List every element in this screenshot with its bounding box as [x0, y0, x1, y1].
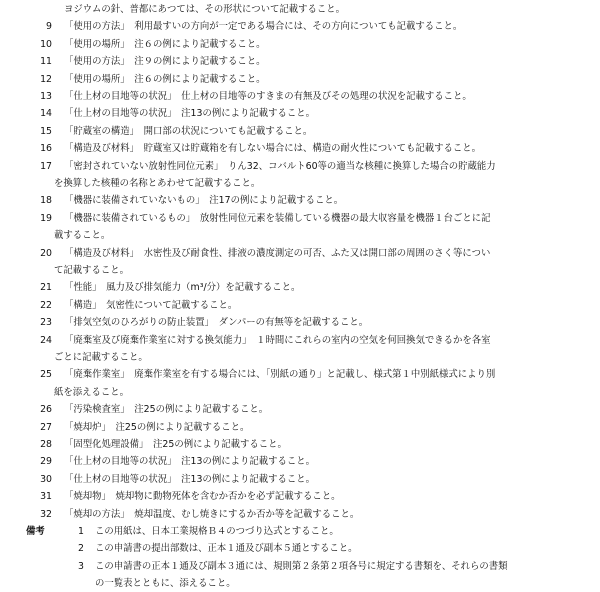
note-text: 「廃棄作業室」 廃棄作業室を有する場合には、「別紙の通り」と記載し、様式第１中別紙様式により別 — [64, 369, 496, 381]
note-number: 11 — [40, 56, 52, 68]
note-number: 27 — [40, 421, 52, 433]
remark-item — [0, 540, 600, 557]
note-item — [0, 297, 600, 314]
note-text: 「構造」 気密性について記載すること。 — [64, 299, 238, 311]
remark-number: 3 — [78, 560, 84, 572]
note-continuation-text: 載すること。 — [54, 230, 111, 242]
note-text: 「密封されていない放射性同位元素」 りん32、コバルト60等の適当な核種に換算した場合の貯蔵能力 — [64, 160, 496, 172]
note-text: 「使用の方法」 利用最すいの方向が一定である場合には、その方向についても記載すること。 — [64, 21, 463, 33]
note-number: 21 — [40, 282, 52, 294]
note-text: 「廃棄室及び廃棄作業室に対する換気能力」 １時間にこれらの室内の空気を何回換気できるかを各室 — [64, 334, 491, 346]
note-item-continuation — [0, 175, 600, 192]
note-number: 19 — [40, 212, 52, 224]
note-text: 「構造及び材料」 水密性及び耐食性、排液の濃度測定の可否、ふた又は開口部の周囲のさく等につい — [64, 247, 491, 259]
note-item — [0, 488, 600, 505]
note-item — [0, 210, 600, 227]
note-text: 「機器に装備されていないもの」 注17の例により記載すること。 — [64, 195, 344, 207]
note-text: 「汚染検査室」 注25の例により記載すること。 — [64, 404, 269, 416]
remark-number: 1 — [78, 526, 84, 537]
note-item — [0, 71, 600, 88]
remark-item — [0, 523, 600, 540]
note-text: 「焼却物」 焼却物に動物死体を含むか否かを必ず記載すること。 — [64, 491, 341, 503]
note-item — [0, 158, 600, 175]
note-text: 「使用の場所」 注６の例により記載すること。 — [64, 38, 266, 50]
note-number: 16 — [40, 143, 52, 155]
note-number: 15 — [40, 125, 52, 137]
note-number: 24 — [40, 334, 52, 346]
note-item — [0, 419, 600, 436]
note-item — [0, 53, 600, 70]
note-number: 20 — [40, 247, 52, 259]
remark-item — [0, 558, 600, 575]
note-number: 14 — [40, 108, 52, 120]
note-continuation-text: を換算した核種の名称とあわせて記載すること。 — [54, 178, 261, 189]
note-item — [0, 123, 600, 140]
note-number: 13 — [40, 91, 52, 102]
remark-item-continuation — [0, 575, 600, 592]
note-item-continuation — [0, 227, 600, 244]
note-text: 「仕上材の目地等の状況」 注13の例により記載すること。 — [64, 473, 315, 485]
note-item — [0, 314, 600, 331]
note-item-continuation — [0, 384, 600, 401]
note-text: 「使用の方法」 注９の例により記載すること。 — [64, 56, 266, 68]
note-number: 30 — [40, 473, 52, 485]
note-number: 32 — [40, 508, 52, 520]
note-text: 「固型化処理設備」 注25の例により記載すること。 — [64, 439, 287, 450]
note-text: 「貯蔵室の構造」 開口部の状況についても記載すること。 — [64, 125, 313, 137]
note-text: 「仕上材の目地等の状況」 注13の例により記載すること。 — [64, 456, 315, 468]
note-text: 「焼却炉」 注25の例により記載すること。 — [64, 421, 250, 433]
note-item-continuation — [0, 262, 600, 279]
note-item — [0, 471, 600, 488]
note-text: 「焼却の方法」 焼却温度、むし焼きにするか否か等を記載すること。 — [64, 508, 360, 520]
note-number: 10 — [40, 38, 52, 50]
note-number: 17 — [40, 160, 52, 172]
note-number: 31 — [40, 491, 52, 503]
note-number: 25 — [40, 369, 52, 381]
note-number: 18 — [40, 195, 52, 207]
remark-text: この用紙は、日本工業規格Ｂ４のつづり込式とすること。 — [95, 526, 339, 537]
remarks-label: 備考 — [26, 526, 45, 537]
note-number: 22 — [40, 299, 52, 311]
intro-line — [0, 1, 600, 18]
note-number: 9 — [46, 21, 52, 33]
remark-text: この申請書の正本１通及び副本３通には、規則第２条第２項各号に規定する書類を、それらの書類 — [95, 560, 508, 572]
note-text: 「機器に装備されているもの」 放射性同位元素を装備している機器の最大収容量を機器１台ごとに記 — [64, 212, 491, 224]
note-item — [0, 192, 600, 209]
note-continuation-text: ごとに記載すること。 — [54, 352, 148, 363]
note-item — [0, 18, 600, 35]
note-text: 「仕上材の目地等の状況」 仕上材の目地等のすきまの有無及びその処理の状況を記載すること。 — [64, 91, 472, 102]
note-number: 29 — [40, 456, 52, 468]
note-number: 12 — [40, 73, 52, 85]
note-text: 「排気空気のひろがりの防止装置」 ダンパーの有無等を記載すること。 — [64, 317, 369, 329]
note-item-continuation — [0, 349, 600, 366]
note-item — [0, 36, 600, 53]
note-item — [0, 401, 600, 418]
note-item — [0, 245, 600, 262]
remark-number: 2 — [78, 543, 84, 555]
note-item — [0, 506, 600, 523]
note-text: 「使用の場所」 注６の例により記載すること。 — [64, 73, 266, 85]
note-item — [0, 332, 600, 349]
intro-text: ヨジウムの針、普都にあつては、その形状について記載すること。 — [64, 4, 345, 15]
note-item — [0, 279, 600, 296]
note-number: 28 — [40, 439, 52, 450]
note-number: 23 — [40, 317, 52, 329]
note-item — [0, 88, 600, 105]
remark-text: この申請書の提出部数は、正本１通及び副本５通とすること。 — [95, 543, 358, 555]
note-number: 26 — [40, 404, 52, 416]
note-item — [0, 140, 600, 157]
note-continuation-text: て記載すること。 — [54, 265, 130, 276]
note-text: 「仕上材の目地等の状況」 注13の例により記載すること。 — [64, 108, 315, 120]
note-item — [0, 453, 600, 470]
note-item — [0, 436, 600, 453]
note-text: 「構造及び材料」 貯蔵室又は貯蔵箱を有しない場合には、構造の耐火性についても記載すること。 — [64, 143, 481, 155]
note-continuation-text: 紙を添えること。 — [54, 386, 130, 398]
note-text: 「性能」 風力及び排気能力（m³/分）を記載すること。 — [64, 282, 301, 294]
remark-continuation-text: の一覧表とともに、添えること。 — [95, 578, 236, 590]
note-item — [0, 105, 600, 122]
note-item — [0, 366, 600, 383]
